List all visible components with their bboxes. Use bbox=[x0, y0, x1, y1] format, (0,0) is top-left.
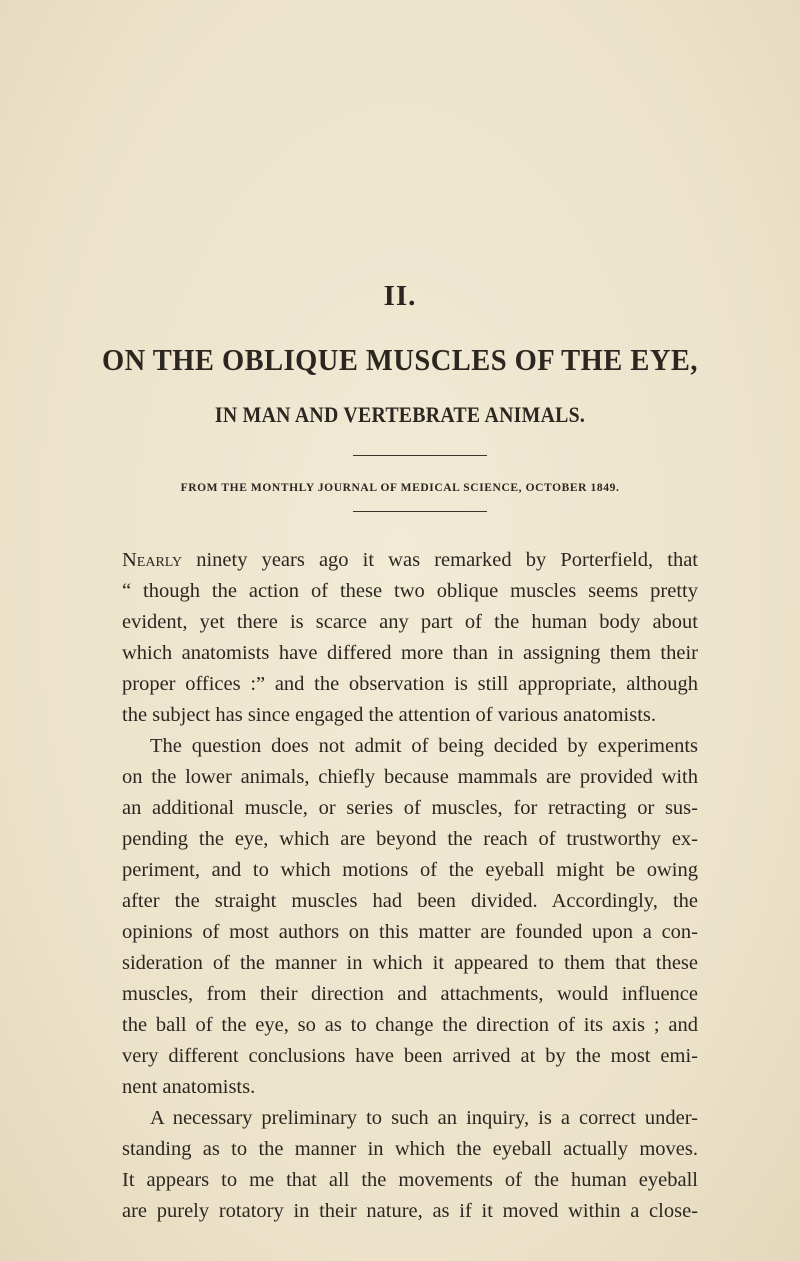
text-line: nent anatomists. bbox=[122, 1076, 256, 1098]
text-line: “ though the action of these two oblique muscles seems pretty bbox=[122, 580, 698, 602]
first-word: Nearly bbox=[122, 549, 183, 571]
body-text bbox=[122, 545, 698, 1227]
source-citation: FROM THE MONTHLY JOURNAL OF MEDICAL SCIENCE, OCTOBER 1849. bbox=[180, 482, 620, 494]
text-line: an additional muscle, or series of muscles, for retracting or sus- bbox=[122, 797, 698, 819]
text-line: opinions of most authors on this matter are founded upon a con- bbox=[122, 921, 698, 943]
text-line: It appears to me that all the movements of the human eyeball bbox=[122, 1169, 698, 1191]
text-line: muscles, from their direction and attachments, would influence bbox=[122, 983, 698, 1005]
text-line: on the lower animals, chiefly because mammals are provided with bbox=[122, 766, 698, 788]
text-line: evident, yet there is scarce any part of the human body about bbox=[122, 611, 698, 633]
text-line: are purely rotatory in their nature, as if it moved within a close- bbox=[122, 1200, 698, 1222]
article-subtitle: IN MAN AND VERTEBRATE ANIMALS. bbox=[214, 402, 586, 427]
top-rule bbox=[353, 455, 487, 456]
text-line: Nearly ninety years ago it was remarked by Porterfield, that bbox=[122, 549, 698, 571]
text-line: A necessary preliminary to such an inquiry, is a correct under- bbox=[150, 1107, 698, 1129]
article-title: ON THE OBLIQUE MUSCLES OF THE EYE, bbox=[102, 342, 698, 377]
text-line: pending the eye, which are beyond the reach of trustworthy ex- bbox=[122, 828, 698, 850]
text-line: The question does not admit of being decided by experiments bbox=[150, 735, 698, 757]
text-line: which anatomists have differed more than in assigning them their bbox=[122, 642, 698, 664]
chapter-number: II. bbox=[383, 280, 417, 312]
text-line: sideration of the manner in which it appeared to them that these bbox=[122, 952, 698, 974]
text-line: very different conclusions have been arrived at by the most emi- bbox=[122, 1045, 698, 1067]
text-line: after the straight muscles had been divided. Accordingly, the bbox=[122, 890, 698, 912]
text-line: standing as to the manner in which the eyeball actually moves. bbox=[122, 1138, 698, 1160]
text-line: periment, and to which motions of the eyeball might be owing bbox=[122, 859, 698, 881]
bottom-rule bbox=[353, 511, 487, 512]
text-line: the subject has since engaged the attention of various anatomists. bbox=[122, 704, 656, 726]
text-line: the ball of the eye, so as to change the direction of its axis ; and bbox=[122, 1014, 698, 1036]
text-line: proper offices :” and the observation is still appropriate, although bbox=[122, 673, 698, 695]
